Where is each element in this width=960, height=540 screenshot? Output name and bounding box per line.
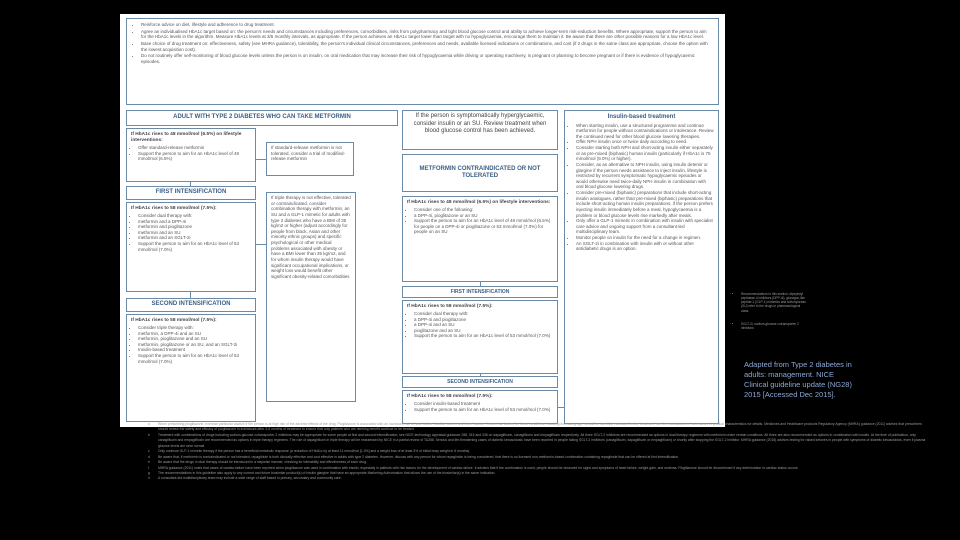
list-item: • a DPP-4i, pioglitazone or an SU [414,213,553,219]
second-intensification-header [126,298,256,312]
metformin-column-header [126,110,398,126]
list-item: • Insulin-based treatment [138,347,251,353]
ci-first-intensification-header [402,286,558,298]
first-intensification-box [126,202,256,292]
footnote-letter: h [148,476,150,481]
source-citation: Adapted from Type 2 diabetes in adults: management. NICE Clinical guideline update (NG28) 2015 [Accessed Dec 2015]. [744,360,852,399]
ci-second-intensification-criteria: If HbA1c rises to 58 mmol/mol (7.5%): [407,394,493,399]
list-item: • Consider triple therapy with: [138,325,251,331]
ci-second-intensification-title: SECOND INTENSIFICATION [447,378,513,385]
list-item: • Offer NPH insulin once or twice daily according to need. [576,139,714,145]
footnote-letter: d [148,454,150,459]
connector-line [190,292,191,298]
ci-first-intensification-title: FIRST INTENSIFICATION [450,288,510,295]
gi-intolerance-text: If standard-release metformin is not tolerated, consider a trial of modified-release metformin [271,145,346,162]
connector-line [256,159,266,160]
initial-therapy-box [126,128,256,182]
connector-line [480,282,481,286]
connector-line [558,407,564,408]
advice-item: • Base choice of drug treatment on: effectiveness, safety (see MHRA guidance), tolerability, the person's individual clinical circumstances, preferences and needs, available licensed indications or combinations, and cost (if 2 drugs in the same class are appropriate, choose the option with the lowest acquisition cost). [141,41,712,52]
ci-initial-criteria: If HbA1c rises to 48 mmol/mol (6.5%) on lifestyle interventions: [407,200,551,205]
contraindicated-title: METFORMIN CONTRAINDICATED OR NOT TOLERATED [419,165,541,179]
list-item: • metformin and a DPP-4i [138,219,251,225]
first-intensification-title: FIRST INTENSIFICATION [155,189,227,196]
list-item: • Only offer a GLP-1 mimetic in combination with insulin with specialist care advice and ongoing support from a consultant-led multidisciplinary team. [576,218,714,235]
footnote-text: Treatment with combinations of drugs including sodium-glucose cotransporter 2 inhibitors may be appropriate for some people at first and second intensification; see NICE technology appraisal guidance 288, 315 and 336 on dapagliflozin, canagliflozin and empagliflozin respectively. All three SGLT-2 inhibitors are recommended as options in dual therapy regimens with metformin under certain conditions. All three are also recommended as options in combination with insulin. At the time of publication, only canagliflozin and empagliflozin are recommended as options in triple therapy regimens. The role of dapagliflozin in triple therapy will be reassessed by NICE in a partial review of TA288. Serious and life-threatening cases of diabetic ketoacidosis have been reported in people taking SGLT-2 inhibitors (canagliflozin, dapagliflozin or empagliflozin) or shortly after stopping the SGLT-2 inhibitor. MHRA guidance (2015) advises testing for raised ketones in people with symptoms of diabetic ketoacidosis, even if plasma glucose levels are near normal. [158,432,926,448]
general-advice-box [126,18,719,105]
footnote-letter: f [148,465,149,470]
general-advice-list [133,22,712,64]
list-item: • Consider starting both NPH and short-acting insulin either separately or as pre-mixed (biphasic) human insulin (particularly if HbA1c is 75 mmol/mol (9.0%) or higher). [576,145,714,162]
footnote-letter: b [148,432,150,437]
footnote-text: Be aware that the drugs in dual therapy should be introduced in a stepwise manner, checking for tolerability and effectiveness of each drug. [158,460,367,465]
footnote-item [148,433,928,449]
footnote-text: When prescribing pioglitazone, exercise particular caution if the person is at high risk of the adverse effects of the drug. Pioglitazone is associated with an increased risk of heart failure, bladder cancer and bone fracture. Known risk factors for these conditions, including increasing age, should be carefully evaluated before treatment: see the manufacturers' summaries of product characteristics for details. Medicines and Healthcare products Regulatory Agency (MHRA) guidance (2011) advises that prescribers should review the safety and efficacy of pioglitazone in individuals after 3-6 months of treatment to ensure that only patients who are deriving benefit continue to be treated. [158,422,922,432]
second-intensification-title: SECOND INTENSIFICATION [151,301,231,308]
list-item: • Consider, as an alternative to NPH insulin, using insulin detemir or glargine if the person needs assistance to inject insulin, lifestyle is restricted by recurrent symptomatic hypoglycaemic episodes or would otherwise need twice-daily NPH insulin in combination with oral blood glucose lowering drugs. [576,162,714,190]
advice-item: • Agree an individualised HbA1c target based on: the person's needs and circumstances including preferences, comorbidities, risks from polypharmacy and tight blood glucose control and ability to achieve longer-term risk-reduction benefits. Where appropriate, support the person to aim for the HbA1c levels in the algorithm. Measure HbA1c levels at 3/6 monthly intervals, as appropriate. If the person achieves an HbA1c target lower than target with no hypoglycaemia, encourage them to maintain it. Be aware that there are other possible reasons for a low HbA1c level. [141,29,712,40]
footnote-item [148,422,928,433]
initial-therapy-title: If HbA1c rises to 48 mmol/mol (6.5%) on lifestyle interventions: [131,132,242,143]
footnote-text: A consultant-led multidisciplinary team may include a wide range of staff based in primary, secondary and community care. [158,476,342,481]
footnote-letter: g [148,470,150,475]
list-item: • metformin, a DPP-4i and an SU [138,331,251,337]
list-item: • Consider dual therapy with: [138,213,251,219]
list-item: • Consider one of the following: [414,207,553,213]
list-item: • When starting insulin, use a structured programme and continue metformin for people without contraindications or intolerance. Review the continued need for other blood glucose lowering therapies. [576,123,714,140]
list-item: • Support the person to aim for an HbA1c level of 48 mmol/mol (6.5%) for people on a DPP-4i or pioglitazone or 53 mmol/mol (7.0%) for people on an SU [414,218,553,235]
triple-glp1-box [266,192,356,402]
symptomatic-hyperglycaemia-box [402,110,558,150]
list-item: • Support the person to aim for an HbA1c level of 53 mmol/mol (7.0%) [414,333,553,339]
list-item: • a DPP-4i and an SU [414,322,553,328]
list-item: • metformin and an SU [138,230,251,236]
footnote-letter: e [148,460,150,465]
gi-intolerance-box [266,142,354,176]
list-item: • Offer standard-release metformin [138,145,251,151]
list-item: • Support the person to aim for an HbA1c level of 53 mmol/mol (7.0%) [138,241,251,252]
second-intensification-box [126,314,256,422]
list-item: • metformin and pioglitazone [138,224,251,230]
footnote-item [148,476,928,481]
symptomatic-hyperglycaemia-text: If the person is symptomatically hyperglycaemic, consider insulin or an SU. Review treatment when blood glucose control has been achieved. [413,113,547,134]
list-item: • Consider pre-mixed (biphasic) preparations that include short-acting insulin analogues, rather than pre-mixed (biphasic) preparations that include short-acting human insulin preparations, if the person prefers injecting insulin immediately before a meal, hypoglycaemia is a problem or blood glucose levels rise markedly after meals. [576,190,714,218]
footnotes [148,422,928,482]
footnote-letter: a [148,422,150,426]
metformin-column-title: ADULT WITH TYPE 2 DIABETES WHO CAN TAKE METFORMIN [173,114,351,121]
ci-first-intensification-criteria: If HbA1c rises to 58 mmol/mol (7.5%): [407,304,493,309]
footnote-text: Only continue GLP-1 mimetic therapy if the person has a beneficial metabolic response (a reduction of HbA1c by at least 11 mmol/mol [1.0%] and a weight loss of at least 3% of initial body weight in 6 months). [158,449,471,454]
connector-line [190,182,191,186]
footnote-text: MHRA guidance (2011) notes that cases of cardiac failure have been reported when pioglitazone was used in combination with insulin, especially in patients with risk factors for the development of cardiac failure. It advises that if the combination is used, people should be observed for signs and symptoms of heart failure, weight gain, and oedema. Pioglitazone should be discontinued if any deterioration in cardiac status occurs. [158,465,799,470]
footnote-letter: c [148,449,150,454]
second-intensification-criteria: If HbA1c rises to 58 mmol/mol (7.5%): [131,318,217,323]
insulin-treatment-box [564,110,719,424]
list-item: • Consider insulin-based treatment [414,401,553,407]
advice-item: • Reinforce advice on diet, lifestyle and adherence to drug treatment. [141,22,712,28]
list-item: • Consider dual therapy with: [414,311,553,317]
treatment-algorithm-chart [120,14,725,427]
insulin-treatment-title: Insulin-based treatment [607,114,676,120]
connector-line [256,244,266,245]
list-item: • a DPP-4i and pioglitazone [414,317,553,323]
contraindicated-header [402,154,558,192]
advice-item: • Do not routinely offer self-monitoring of blood glucose levels unless the person is on insulin, on oral medication that may increase their risk of hypoglycaemia while driving or operating machinery, is pregnant or planning to become pregnant or if there is evidence of hypoglycaemic episodes. [141,53,712,64]
abbreviation-note: • Recommendations in this section: dipeptidyl peptidase-4 inhibitors (DPP-4i), glucagon-like peptide-1 (GLP-1) mimetics and sulfonylureas (SU) refer to the drugs in pharmacological class. [741,292,808,313]
connector-line [480,374,481,376]
ci-initial-box [402,196,558,282]
ci-second-intensification-header [402,376,558,388]
ci-second-intensification-box [402,390,558,424]
list-item: • Monitor people on insulin for the need for a change in regimen. [576,235,714,241]
first-intensification-criteria: If HbA1c rises to 58 mmol/mol (7.5%): [131,206,217,211]
footnote-text: The recommendations in this guideline also apply to any current and future biosimilar product(s) of insulin glargine that have an appropriate Marketing Authorisation that allows the use of the biosimilar(s) in the same indication. [158,470,496,475]
list-item: • Support the person to aim for an HbA1c level of 53 mmol/mol (7.0%) [414,407,553,413]
list-item: • metformin, pioglitazone or an SU, and an SGLT-2i [138,342,251,348]
ci-first-intensification-box [402,300,558,374]
list-item: • pioglitazone and an SU [414,328,553,334]
first-intensification-header [126,186,256,200]
triple-glp1-text: If triple therapy is not effective, tolerated or contraindicated, consider combination therapy with metformin, an SU and a GLP-1 mimetic for adults with type 2 diabetes who have a BMI of 35 kg/m2 or higher (adjust accordingly for people from black, Asian and other minority ethnic groups) and specific psychological or other medical problems associated with obesity or have a BMI lower than 35 kg/m2, and for whom insulin therapy would have significant occupational implications, or weight loss would benefit other significant obesity-related comorbidities [271,195,351,279]
list-item: • Support the person to aim for an HbA1c level of 53 mmol/mol (7.0%) [138,353,251,364]
footnote-text: Be aware that, if metformin is contraindicated or not tolerated, repaglinide is both clinically effective and cost effective in adults with type 2 diabetes. However, discuss with any person for whom repaglinide is being considered, that there is no licensed non-metformin-based combination containing repaglinide that can be offered at first intensification. [158,454,680,459]
list-item: • An SGLT-2i in combination with insulin with or without other antidiabetic drugs is an option. [576,241,714,252]
list-item: • metformin and an SGLT-2i [138,235,251,241]
list-item: • metformin, pioglitazone and an SU [138,336,251,342]
abbreviation-note: • SGLT-2i, sodium-glucose cotransporter 2 inhibitors [741,322,808,330]
list-item: • Support the person to aim for an HbA1c level of 48 mmol/mol (6.5%) [138,151,251,162]
